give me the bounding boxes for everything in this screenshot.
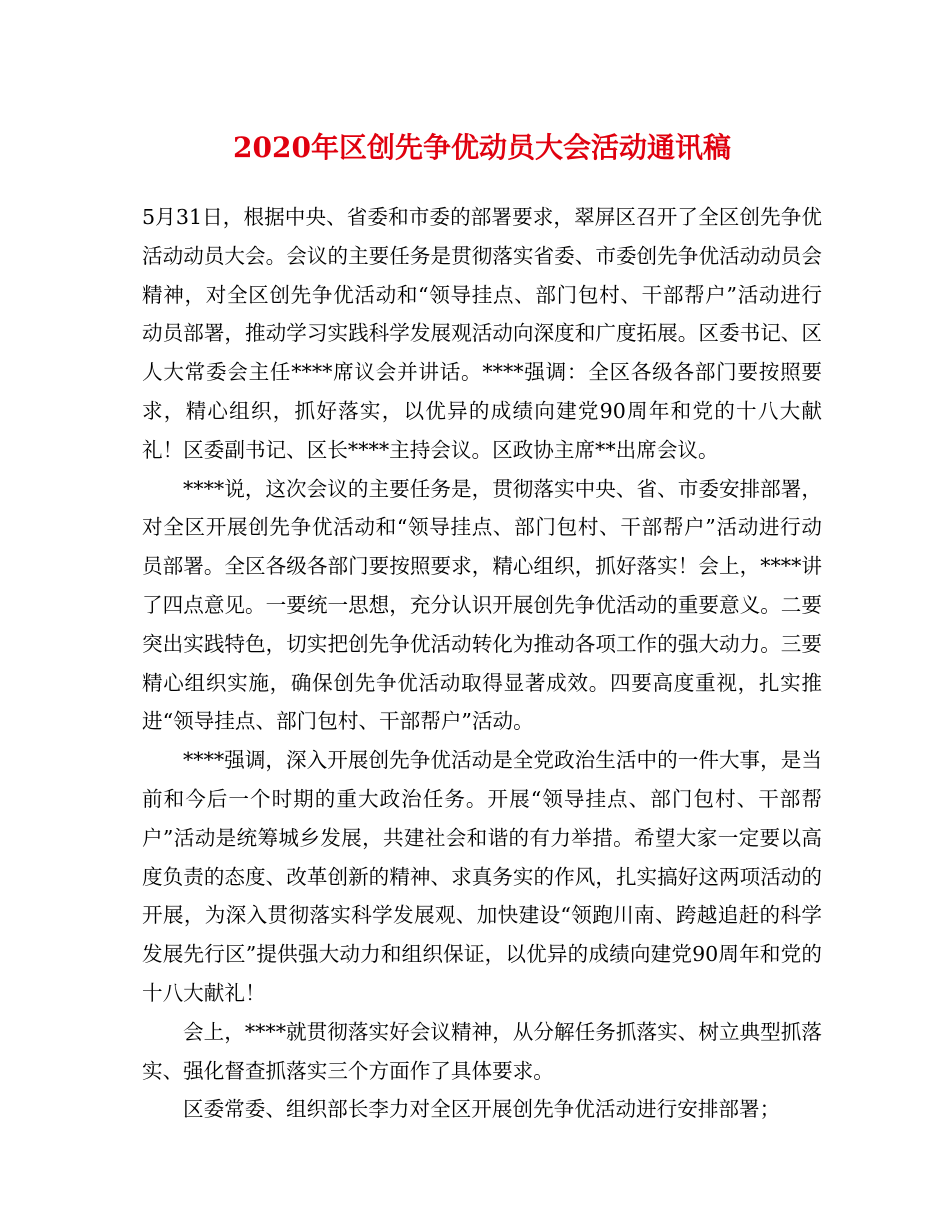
paragraph-3: ****强调，深入开展创先争优活动是全党政治生活中的一件大事，是当前和今后一个时期的重大政治任务。开展“领导挂点、部门包村、干部帮户”活动是统筹城乡发展，共建社会和谐的有力举措。希望大家一定要以高度负责的态度、改革创新的精神、求真务实的作风，扎实搞好这两项活动的开展，为深入贯彻落实科学发展观、加快建设“领跑川南、跨越追赶的科学发展先行区”提供强大动力和组织保证，以优异的成绩向建党90周年和党的十八大献礼！ — [142, 748, 822, 1005]
paragraph-2: ****说，这次会议的主要任务是，贯彻落实中央、省、市委安排部署，对全区开展创先争优活动和“领导挂点、部门包村、干部帮户”活动进行动员部署。全区各级各部门要按照要求，精心组织，抓好落实！会上，****讲了四点意见。一要统一思想，充分认识开展创先争优活动的重要意义。二要突出实践特色，切实把创先争优活动转化为推动各项工作的强大动力。三要精心组织实施，确保创先争优活动取得显著成效。四要高度重视，扎实推进“领导挂点、部门包村、干部帮户”活动。 — [142, 476, 822, 734]
document-title: 2020年区创先争优动员大会活动通讯稿 — [233, 131, 731, 164]
document-body — [142, 198, 822, 1129]
paragraph-4: 会上，****就贯彻落实好会议精神，从分解任务抓落实、树立典型抓落实、强化督查抓落实三个方面作了具体要求。 — [142, 1019, 822, 1083]
paragraph-1: 5月31日，根据中央、省委和市委的部署要求，翠屏区召开了全区创先争优活动动员大会。会议的主要任务是贯彻落实省委、市委创先争优活动动员会精神，对全区创先争优活动和“领导挂点、部门包村、干部帮户”活动进行动员部署，推动学习实践科学发展观活动向深度和广度拓展。区委书记、区人大常委会主任****席议会并讲话。****强调：全区各级各部门要按照要求，精心组织，抓好落实，以优异的成绩向建党90周年和党的十八大献礼！区委副书记、区长****主持会议。区政协主席**出席会议。 — [142, 205, 822, 462]
paragraph-5: 区委常委、组织部长李力对全区开展创先争优活动进行安排部署； — [183, 1097, 781, 1122]
